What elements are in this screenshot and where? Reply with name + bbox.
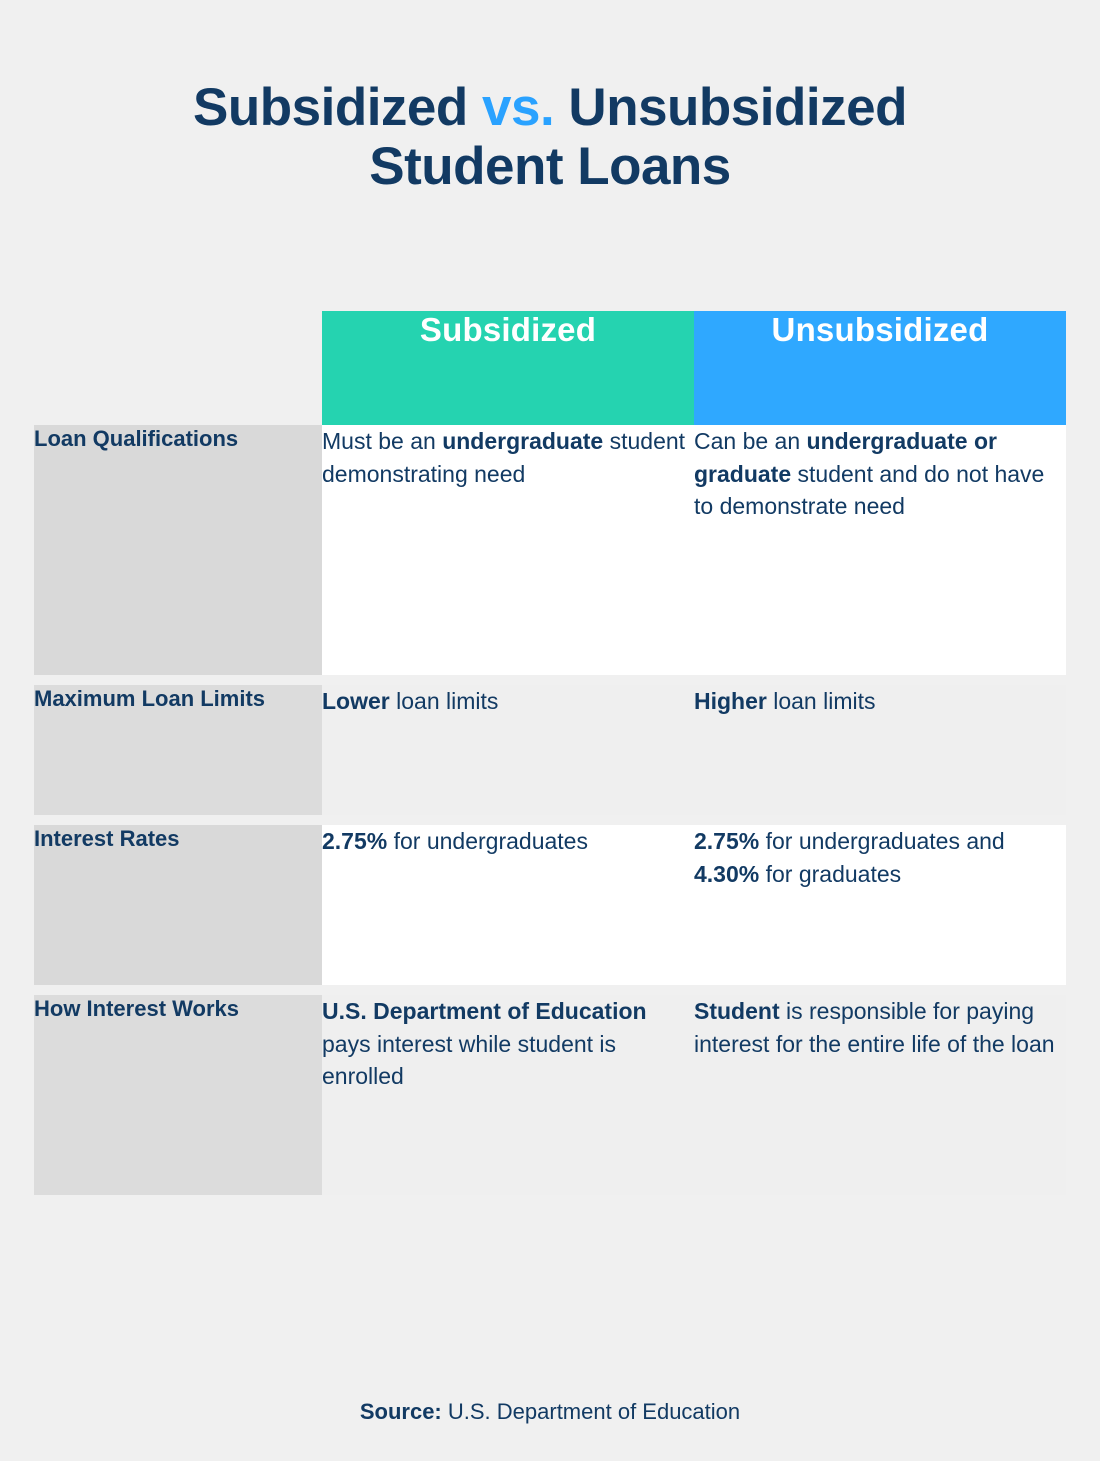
row-label-maximum-loan-limits: Maximum Loan Limits bbox=[34, 685, 322, 815]
title-line2: Student Loans bbox=[369, 137, 731, 197]
row-separator bbox=[34, 985, 1066, 995]
title-vs: vs. bbox=[482, 78, 555, 137]
row-label-how-interest-works: How Interest Works bbox=[34, 995, 322, 1195]
header-unsubsidized: Unsubsidized bbox=[694, 311, 1066, 425]
table-row bbox=[34, 825, 1066, 985]
source-note bbox=[0, 1399, 1100, 1425]
cell-subsidized-interest-rates: 2.75% for undergraduates bbox=[322, 825, 694, 985]
source-label: Source: bbox=[359, 1399, 442, 1424]
table-row bbox=[34, 425, 1066, 675]
row-separator bbox=[34, 815, 1066, 825]
title-block bbox=[0, 0, 1100, 197]
table-header-row bbox=[34, 311, 1066, 425]
header-subsidized: Subsidized bbox=[322, 311, 694, 425]
comparison-table bbox=[34, 311, 1066, 1195]
cell-unsubsidized-loan-qualifications: Can be an undergraduate or graduate student and do not have to demonstrate need bbox=[694, 425, 1066, 675]
cell-subsidized-loan-qualifications: Must be an undergraduate student demonstrating need bbox=[322, 425, 694, 675]
row-label-interest-rates: Interest Rates bbox=[34, 825, 322, 985]
table-row bbox=[34, 995, 1066, 1195]
row-separator bbox=[34, 675, 1066, 685]
table-row bbox=[34, 685, 1066, 815]
title-line1-after: Unsubsidized bbox=[554, 78, 907, 137]
cell-unsubsidized-interest-rates: 2.75% for undergraduates and 4.30% for graduates bbox=[694, 825, 1066, 985]
row-label-loan-qualifications: Loan Qualifications bbox=[34, 425, 322, 675]
page-title bbox=[130, 78, 970, 197]
cell-unsubsidized-how-interest-works: Student is responsible for paying interest for the entire life of the loan bbox=[694, 995, 1066, 1195]
cell-subsidized-how-interest-works: U.S. Department of Education pays interest while student is enrolled bbox=[322, 995, 694, 1195]
cell-subsidized-maximum-loan-limits: Lower loan limits bbox=[322, 685, 694, 815]
source-value: U.S. Department of Education bbox=[441, 1399, 741, 1424]
header-spacer-cell bbox=[34, 311, 322, 425]
title-line1-before: Subsidized bbox=[193, 78, 483, 137]
cell-unsubsidized-maximum-loan-limits: Higher loan limits bbox=[694, 685, 1066, 815]
